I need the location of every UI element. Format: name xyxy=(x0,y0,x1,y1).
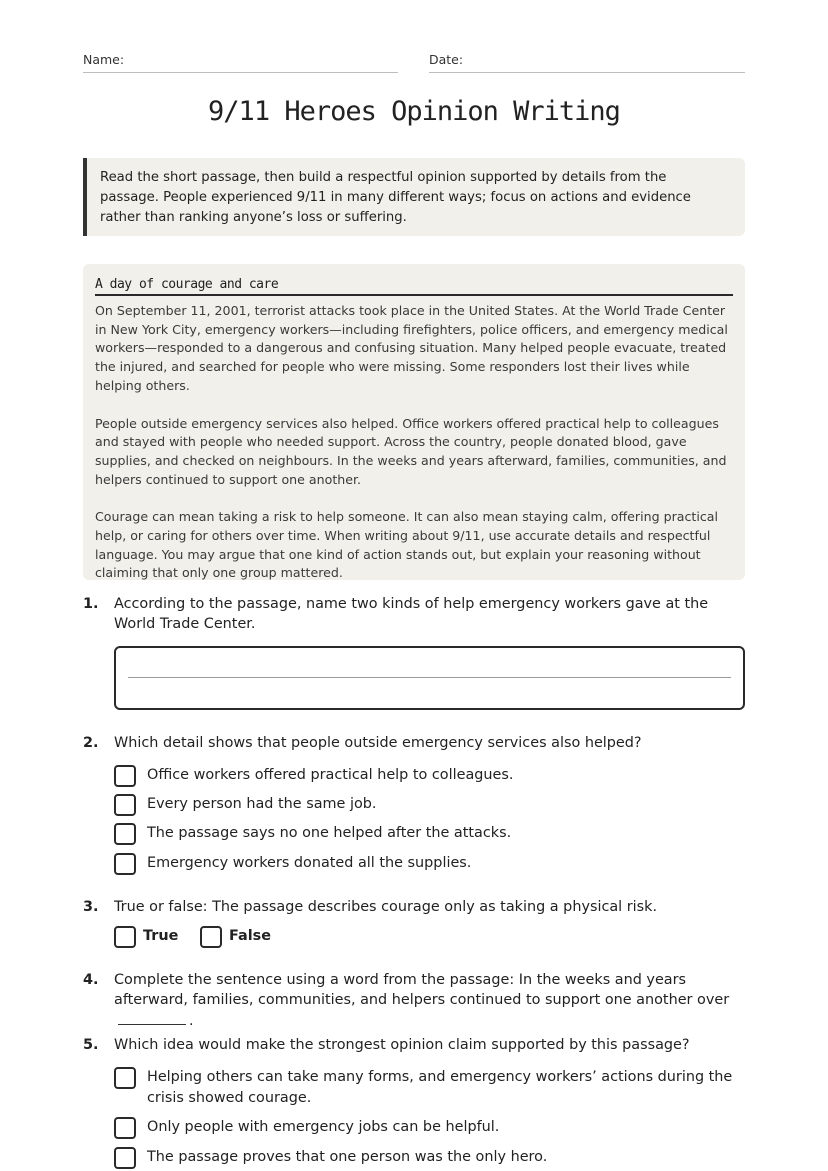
question-text: According to the passage, name two kinds of help emergency workers gave at the World Trade Center. xyxy=(114,596,709,632)
question-number: 4. xyxy=(83,972,99,988)
checkbox[interactable] xyxy=(114,1067,136,1089)
worksheet-title: 9/11 Heroes Opinion Writing xyxy=(208,96,620,127)
passage-paragraph: People outside emergency services also helped. Office workers offered practical help to colleagues and stayed with people who needed support. Across the country, people donated blood, gave supplies, and checked on neighbours. In the weeks and years afterward, families, communities, and helpers continued to support one another. xyxy=(95,415,727,487)
question-text xyxy=(114,970,744,1031)
sentence-stem: Complete the sentence using a word from the passage: In the weeks and years afterward, families, communities, and helpers continued to support one another over xyxy=(114,972,730,1008)
question-number: 1. xyxy=(83,596,99,612)
question-number: 2. xyxy=(83,735,99,751)
question-text: True or false: The passage describes courage only as taking a physical risk. xyxy=(114,899,658,915)
date-label: Date: xyxy=(429,52,464,67)
checkbox[interactable] xyxy=(114,823,136,845)
checkbox[interactable] xyxy=(114,765,136,787)
question-number: 5. xyxy=(83,1037,99,1053)
option-label: Every person had the same job. xyxy=(147,796,377,812)
option-label: Emergency workers donated all the supplies. xyxy=(147,855,472,871)
option-label: False xyxy=(229,928,271,944)
option-label: Office workers offered practical help to colleagues. xyxy=(147,767,514,783)
header-row xyxy=(83,52,745,74)
option-label: Helping others can take many forms, and emergency workers’ actions during the crisis showed courage. xyxy=(147,1069,733,1106)
date-field[interactable] xyxy=(429,52,745,73)
passage-paragraph: Courage can mean taking a risk to help someone. It can also mean staying calm, offering practical help, or caring for others over time. When writing about 9/11, use accurate details and respectful language. You may argue that one kind of action stands out, but explain your reasoning without claiming that only one group mattered. xyxy=(95,509,718,581)
instructions-box: Read the short passage, then build a respectful opinion supported by details from the passage. People experienced 9/11 in many different ways; focus on actions and evidence rather than ranking anyone’s loss or suffering. xyxy=(83,158,745,236)
option-label: True xyxy=(143,928,179,944)
passage-title: A day of courage and care xyxy=(95,274,733,296)
answer-box[interactable] xyxy=(114,646,745,710)
checkbox[interactable] xyxy=(114,853,136,875)
fill-in-blank[interactable] xyxy=(118,1010,186,1025)
name-label: Name: xyxy=(83,52,125,67)
name-field[interactable] xyxy=(83,52,398,73)
question-number: 3. xyxy=(83,899,99,915)
checkbox[interactable] xyxy=(114,1147,136,1169)
checkbox[interactable] xyxy=(114,794,136,816)
checkbox[interactable] xyxy=(114,1117,136,1139)
option-label: The passage says no one helped after the attacks. xyxy=(147,825,512,841)
question-text: Which detail shows that people outside emergency services also helped? xyxy=(114,735,642,751)
option-label: The passage proves that one person was the only hero. xyxy=(147,1149,548,1165)
option-label: Only people with emergency jobs can be helpful. xyxy=(147,1119,500,1135)
question-text: Which idea would make the strongest opinion claim supported by this passage? xyxy=(114,1037,690,1053)
passage-paragraph: On September 11, 2001, terrorist attacks took place in the United States. At the World Trade Center in New York City, emergency workers—including firefighters, police officers, and emergency medical workers—responded to a dangerous and confusing situation. Many helped people evacuate, treated the injured, and searched for people who were missing. Some responders lost their lives while helping others. xyxy=(95,303,728,393)
reading-passage xyxy=(83,264,745,580)
answer-line xyxy=(128,677,731,678)
sentence-end: . xyxy=(189,1013,194,1029)
checkbox[interactable] xyxy=(114,926,136,948)
checkbox[interactable] xyxy=(200,926,222,948)
